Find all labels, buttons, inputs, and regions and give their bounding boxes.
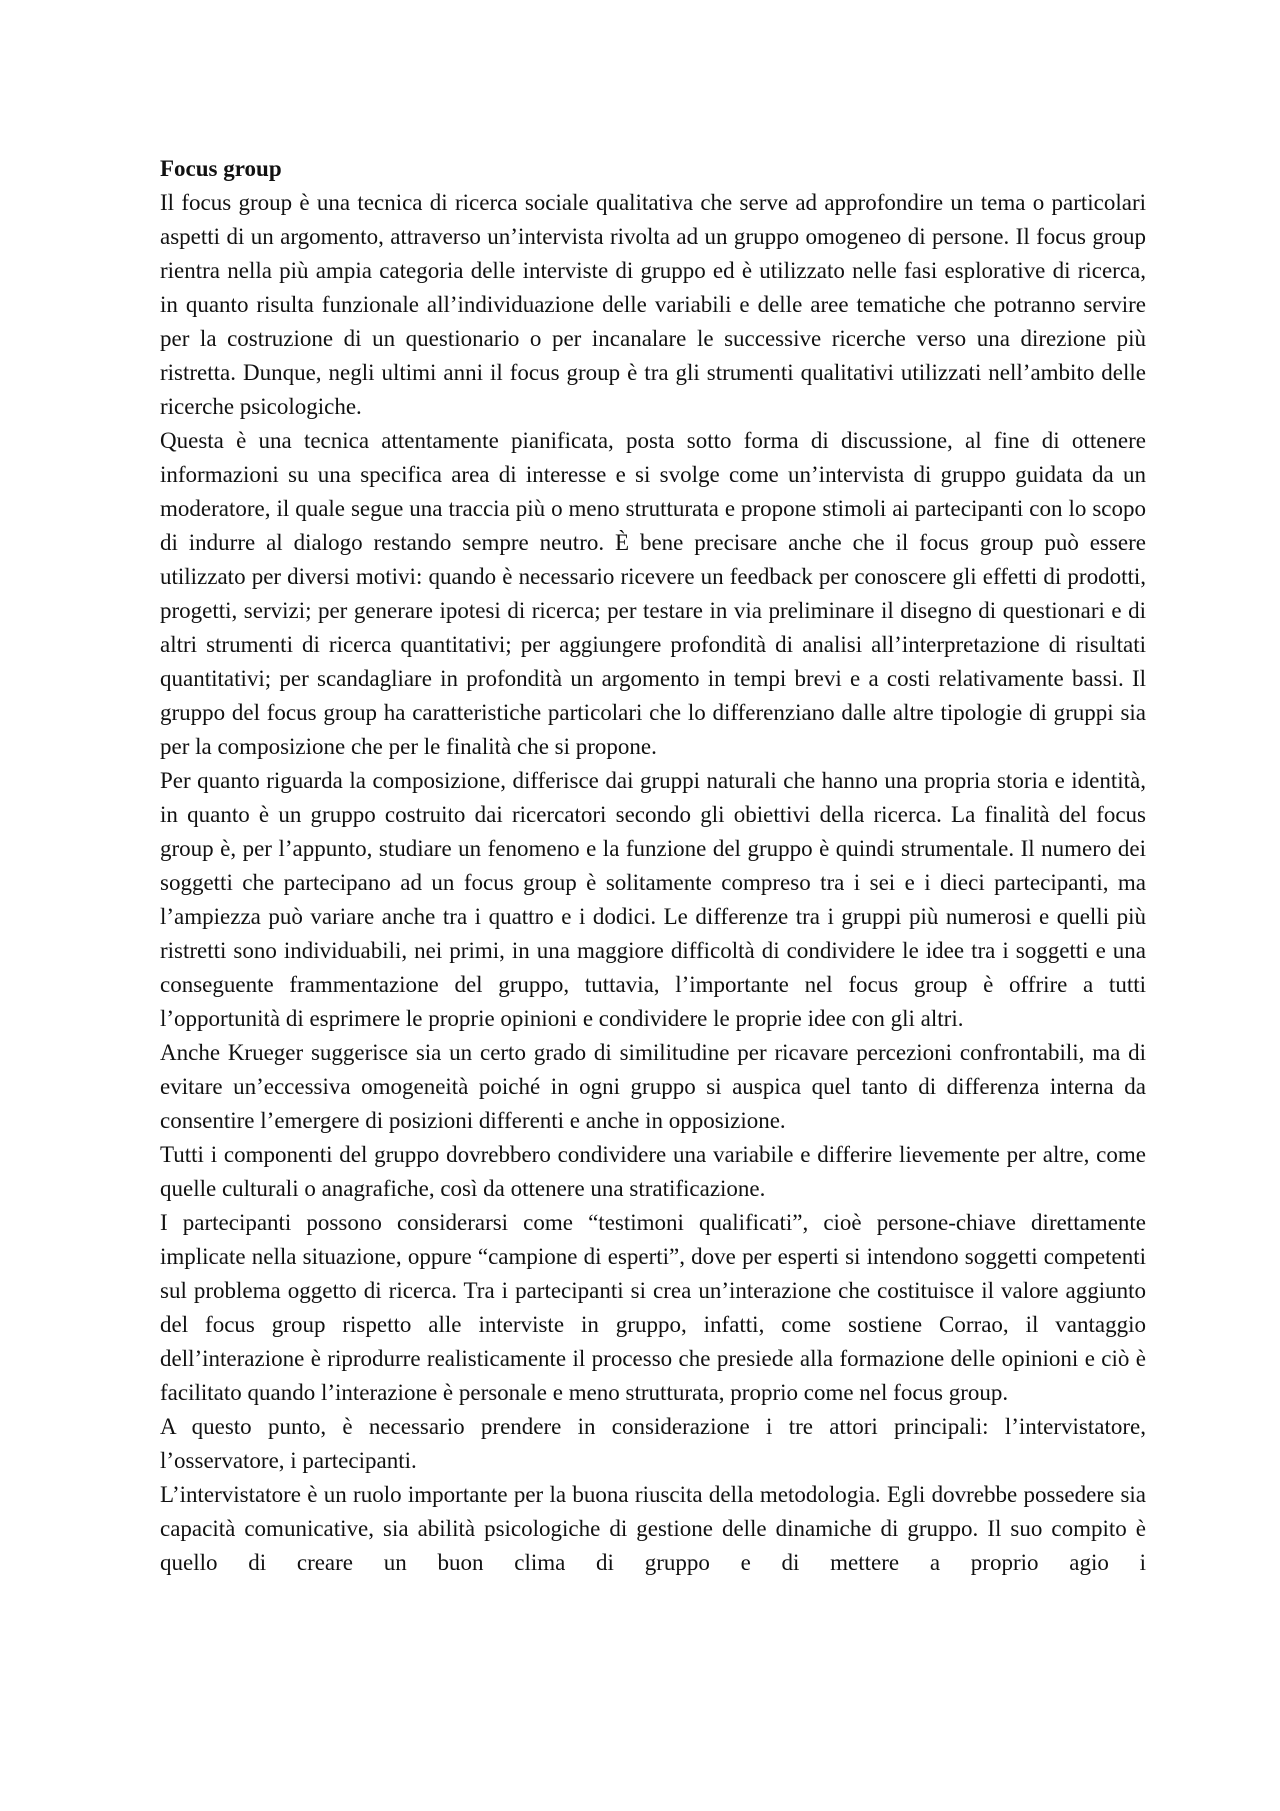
paragraph-krueger: Anche Krueger suggerisce sia un certo grado di similitudine per ricavare percezioni confrontabili, ma di evitare un’eccessiva omogeneità poiché in ogni gruppo si auspica quel tanto di differenza interna da consentire l’emergere di posizioni differenti e anche in opposizione. — [160, 1040, 1146, 1133]
paragraph-components: Tutti i componenti del gruppo dovrebbero condividere una variabile e differire lievemente per altre, come quelle culturali o anagrafiche, così da ottenere una stratificazione. — [160, 1142, 1146, 1201]
paragraph-interviewer: L’intervistatore è un ruolo importante per la buona riuscita della metodologia. Egli dovrebbe possedere sia capacità comunicative, sia abilità psicologiche di gestione delle dinamiche di gruppo. Il suo compito è quello di creare un buon clima di gruppo e di mettere a proprio agio i — [160, 1482, 1146, 1575]
document-title: Focus group — [160, 156, 282, 181]
paragraph-technique: Questa è una tecnica attentamente pianificata, posta sotto forma di discussione, al fine di ottenere informazioni su una specifica area di interesse e si svolge come un’intervista di gruppo guidata da un moderatore, il quale segue una traccia più o meno strutturata e propone stimoli ai partecipanti con lo scopo di indurre al dialogo restando sempre neutro. È bene precisare anche che il focus group può essere utilizzato per diversi motivi: quando è necessario ricevere un feedback per conoscere gli effetti di prodotti, progetti, servizi; per generare ipotesi di ricerca; per testare in via preliminare il disegno di questionari e di altri strumenti di ricerca quantitativi; per aggiungere profondità di analisi all’interpretazione di risultati quantitativi; per scandagliare in profondità un argomento in tempi brevi e a costi relativamente bassi. Il gruppo del focus group ha caratteristiche particolari che lo differenziano dalle altre tipologie di gruppi sia per la composizione che per le finalità che si propone. — [160, 428, 1146, 759]
paragraph-definition: Il focus group è una tecnica di ricerca sociale qualitativa che serve ad approfondire un tema o particolari aspetti di un argomento, attraverso un’intervista rivolta ad un gruppo omogeneo di persone. Il focus group rientra nella più ampia categoria delle interviste di gruppo ed è utilizzato nelle fasi esplorative di ricerca, in quanto risulta funzionale all’individuazione delle variabili e delle aree tematiche che potranno servire per la costruzione di un questionario o per incanalare le successive ricerche verso una direzione più ristretta. Dunque, negli ultimi anni il focus group è tra gli strumenti qualitativi utilizzati nell’ambito delle ricerche psicologiche. — [160, 190, 1146, 419]
document-page — [160, 152, 1146, 1580]
paragraph-actors: A questo punto, è necessario prendere in considerazione i tre attori principali: l’intervistatore, l’osservatore, i partecipanti. — [160, 1414, 1146, 1473]
paragraph-participants: I partecipanti possono considerarsi come “testimoni qualificati”, cioè persone-chiave direttamente implicate nella situazione, oppure “campione di esperti”, dove per esperti si intendono soggetti competenti sul problema oggetto di ricerca. Tra i partecipanti si crea un’interazione che costituisce il valore aggiunto del focus group rispetto alle interviste in gruppo, infatti, come sostiene Corrao, il vantaggio dell’interazione è riprodurre realisticamente il processo che presiede alla formazione delle opinioni e ciò è facilitato quando l’interazione è personale e meno strutturata, proprio come nel focus group. — [160, 1210, 1146, 1405]
paragraph-composition: Per quanto riguarda la composizione, differisce dai gruppi naturali che hanno una propria storia e identità, in quanto è un gruppo costruito dai ricercatori secondo gli obiettivi della ricerca. La finalità del focus group è, per l’appunto, studiare un fenomeno e la funzione del gruppo è quindi strumentale. Il numero dei soggetti che partecipano ad un focus group è solitamente compreso tra i sei e i dieci partecipanti, ma l’ampiezza può variare anche tra i quattro e i dodici. Le differenze tra i gruppi più numerosi e quelli più ristretti sono individuabili, nei primi, in una maggiore difficoltà di condividere le idee tra i soggetti e una conseguente frammentazione del gruppo, tuttavia, l’importante nel focus group è offrire a tutti l’opportunità di esprimere le proprie opinioni e condividere le proprie idee con gli altri. — [160, 768, 1146, 1031]
